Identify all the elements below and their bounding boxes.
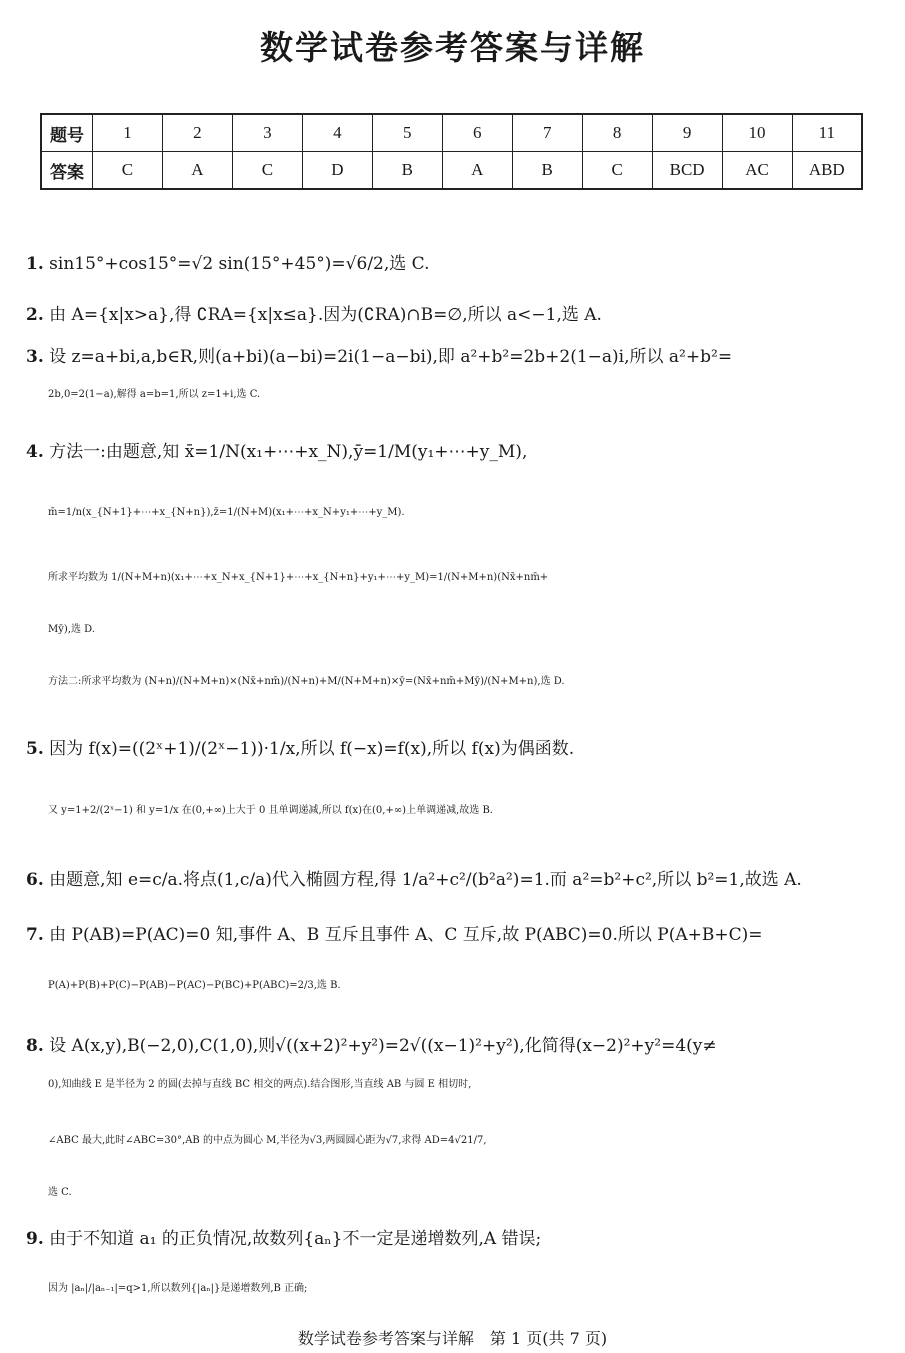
solution-line	[48, 625, 903, 635]
solution-line	[48, 806, 903, 816]
solution-text: P(A)+P(B)+P(C)−P(AB)−P(AC)−P(BC)+P(ABC)=2/3,选 B.	[48, 980, 341, 991]
solution-text: 由 A={x|x>a},得 ∁RA={x|x≤a}.因为(∁RA)∩B=∅,所以 a<−1,选 A.	[49, 305, 602, 325]
solution-line	[26, 444, 881, 461]
question-cell: 4	[302, 114, 372, 152]
row-header-question: 题号	[41, 114, 93, 152]
solution-text: 设 A(x,y),B(−2,0),C(1,0),则√((x+2)²+y²)=2√((x−1)²+y²),化简得(x−2)²+y²=4(y≠	[49, 1036, 717, 1056]
answer-cell: B	[512, 152, 582, 190]
solution-number: 4.	[26, 442, 44, 462]
solution-number: 5.	[26, 739, 44, 759]
solution-text: 方法一:由题意,知 x̄=1/N(x₁+⋯+x_N),ȳ=1/M(y₁+⋯+y_M),	[49, 442, 528, 462]
question-cell: 10	[722, 114, 792, 152]
solution-number: 8.	[26, 1036, 44, 1056]
solution-text: Mȳ),选 D.	[48, 624, 95, 635]
question-cell: 3	[232, 114, 302, 152]
question-cell: 2	[162, 114, 232, 152]
question-cell: 5	[372, 114, 442, 152]
solution-text: 因为 |aₙ|/|aₙ₋₁|=q>1,所以数列{|aₙ|}是递增数列,B 正确;	[48, 1283, 308, 1294]
solution-line	[26, 307, 881, 324]
row-header-answer: 答案	[41, 152, 93, 190]
answer-cell: AC	[722, 152, 792, 190]
solution-number: 1.	[26, 254, 44, 274]
solution-line	[48, 981, 903, 991]
solution-line	[26, 1038, 881, 1055]
solution-text: 设 z=a+bi,a,b∈R,则(a+bi)(a−bi)=2i(1−a−bi),即 a²+b²=2b+2(1−a)i,所以 a²+b²=	[49, 347, 733, 367]
solution-number: 6.	[26, 870, 44, 890]
solution-text: 方法二:所求平均数为 (N+n)/(N+M+n)×(Nx̄+nm̄)/(N+n)+M/(N+M+n)×ȳ=(Nx̄+nm̄+Mȳ)/(N+M+n),选 D.	[48, 676, 565, 687]
solution-text: 因为 f(x)=((2ˣ+1)/(2ˣ−1))·1/x,所以 f(−x)=f(x),所以 f(x)为偶函数.	[49, 739, 575, 759]
answer-cell: B	[372, 152, 442, 190]
solution-text: 由于不知道 a₁ 的正负情况,故数列{aₙ}不一定是递增数列,A 错误;	[49, 1229, 542, 1249]
question-cell: 6	[442, 114, 512, 152]
solution-line	[26, 349, 881, 366]
question-number-row	[41, 114, 862, 152]
question-cell: 8	[582, 114, 652, 152]
solution-line	[48, 1284, 903, 1294]
answer-cell: A	[162, 152, 232, 190]
solution-text: 选 C.	[48, 1187, 72, 1198]
solution-line	[26, 1231, 881, 1248]
solution-text: sin15°+cos15°=√2 sin(15°+45°)=√6/2,选 C.	[49, 254, 430, 274]
question-cell: 11	[792, 114, 862, 152]
solution-line	[26, 872, 881, 889]
solution-number: 9.	[26, 1229, 44, 1249]
solution-text: 0),知曲线 E 是半径为 2 的圆(去掉与直线 BC 相交的两点).结合图形,当直线 AB 与圆 E 相切时,	[48, 1079, 472, 1090]
page-footer: 数学试卷参考答案与详解 第 1 页(共 7 页)	[297, 1329, 608, 1348]
solution-text: 又 y=1+2/(2ˣ−1) 和 y=1/x 在(0,+∞)上大于 0 且单调递减,所以 f(x)在(0,+∞)上单调递减,故选 B.	[48, 805, 493, 816]
solution-line	[48, 390, 903, 400]
answer-cell: ABD	[792, 152, 862, 190]
solution-number: 7.	[26, 925, 44, 945]
solution-number: 3.	[26, 347, 44, 367]
solution-line	[48, 573, 903, 583]
answer-table	[40, 113, 863, 190]
solution-line	[26, 927, 881, 944]
answer-cell: D	[302, 152, 372, 190]
solution-line	[48, 1136, 903, 1146]
solution-line	[48, 677, 903, 687]
answer-cell: A	[442, 152, 512, 190]
page-title: 数学试卷参考答案与详解	[260, 28, 645, 67]
solution-text: 所求平均数为 1/(N+M+n)(x₁+⋯+x_N+x_{N+1}+⋯+x_{N+n}+y₁+⋯+y_M)=1/(N+M+n)(Nx̄+nm̄+	[48, 572, 549, 583]
answer-cell: BCD	[652, 152, 722, 190]
question-cell: 7	[512, 114, 582, 152]
solution-line	[48, 1080, 903, 1090]
answer-cell: C	[93, 152, 163, 190]
solution-line	[48, 508, 903, 518]
solution-line	[26, 741, 881, 758]
solution-text: ∠ABC 最大,此时∠ABC=30°,AB 的中点为圆心 M,半径为√3,两圆圆心距为√7,求得 AD=4√21/7,	[48, 1135, 487, 1146]
answer-cell: C	[582, 152, 652, 190]
solution-number: 2.	[26, 305, 44, 325]
solution-text: 2b,0=2(1−a),解得 a=b=1,所以 z=1+i,选 C.	[48, 389, 261, 400]
question-cell: 1	[93, 114, 163, 152]
answer-row	[41, 152, 862, 190]
question-cell: 9	[652, 114, 722, 152]
solution-text: 由 P(AB)=P(AC)=0 知,事件 A、B 互斥且事件 A、C 互斥,故 P(ABC)=0.所以 P(A+B+C)=	[49, 925, 763, 945]
solution-text: 由题意,知 e=c/a.将点(1,c/a)代入椭圆方程,得 1/a²+c²/(b²a²)=1.而 a²=b²+c²,所以 b²=1,故选 A.	[49, 870, 802, 890]
solution-line	[26, 256, 881, 273]
solution-line	[48, 1188, 903, 1198]
answer-cell: C	[232, 152, 302, 190]
solution-text: m̄=1/n(x_{N+1}+⋯+x_{N+n}),z̄=1/(N+M)(x₁+⋯+x_N+y₁+⋯+y_M).	[48, 507, 405, 518]
